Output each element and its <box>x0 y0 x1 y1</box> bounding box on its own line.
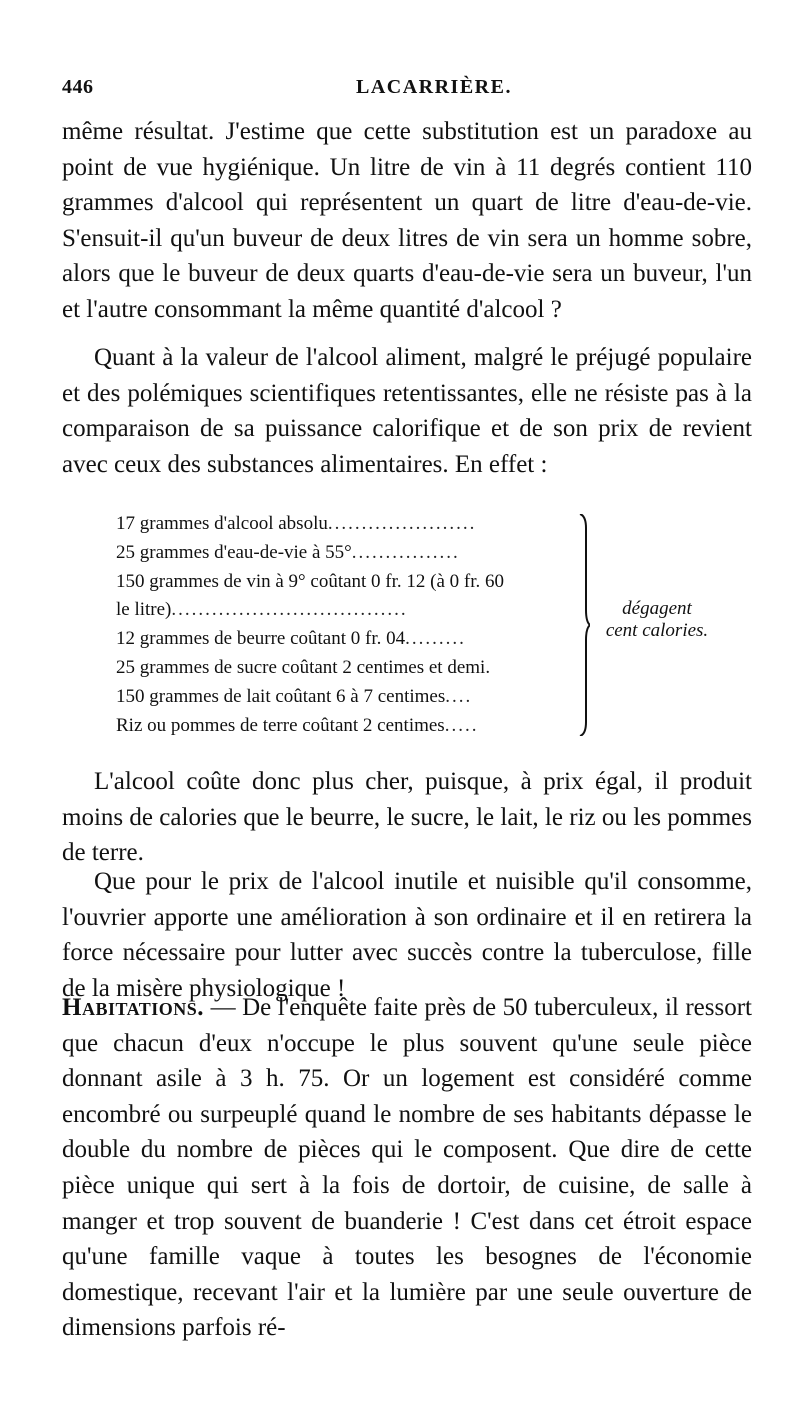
table-row <box>116 625 596 654</box>
row-leader: ................ <box>351 541 460 563</box>
row-text: 150 grammes de lait coûtant 6 à 7 centimes <box>116 685 446 707</box>
brace-label-line-2: cent calories. <box>605 620 709 641</box>
page-number: 446 <box>62 76 94 98</box>
paragraph-1: même résultat. J'estime que cette substitution est un paradoxe au point de vue hygiénique. Un litre de vin à 11 degrés contient 110 grammes d'alcool qui représentent un quart de litre d'eau-de-vie. S'ensuit-il qu'un buveur de deux litres de vin sera un homme sobre, alors que le buveur de deux quarts d'eau-de-vie sera un buveur, l'un et l'autre consommant la même quantité d'alcool ? <box>62 118 752 323</box>
row-leader: ..... <box>444 714 479 736</box>
food-calorie-table <box>116 510 596 740</box>
paragraph-2: Quant à la valeur de l'alcool aliment, malgré le préjugé populaire et des polémiques scientifiques retentissantes, elle ne résiste pas à la comparaison de sa puissance calorifique et de son prix de revient avec ceux des substances alimentaires. En effet : <box>62 344 752 478</box>
running-head <box>62 76 742 100</box>
heading-dash: — <box>204 994 243 1021</box>
table-row <box>116 712 596 741</box>
running-title: LACARRIÈRE. <box>356 76 512 98</box>
paragraph-4: Que pour le prix de l'alcool inutile et nuisible qu'il consomme, l'ouvrier apporte une amélioration à son ordinaire et il en retirera la force nécessaire pour lutter avec succès contre la tuberculose, fille de la misère physiologique ! <box>62 868 752 1002</box>
row-text: 25 grammes de sucre coûtant 2 centimes et demi. <box>116 656 491 678</box>
paragraph-5 <box>62 990 752 1346</box>
row-leader: ................................... <box>171 599 408 621</box>
table-row <box>116 683 596 712</box>
paragraph-3: L'alcool coûte donc plus cher, puisque, à prix égal, il produit moins de calories que le beurre, le sucre, le lait, le riz ou les pommes de terre. <box>62 768 752 867</box>
row-leader: ......... <box>405 628 466 650</box>
section-heading: Habitations. <box>62 994 205 1021</box>
table-row <box>116 654 596 683</box>
row-text: Riz ou pommes de terre coûtant 2 centimes <box>116 714 445 736</box>
table-row <box>116 510 596 539</box>
row-text: 17 grammes d'alcool absolu <box>116 513 328 534</box>
table-row <box>116 568 596 597</box>
row-text: le litre) <box>116 599 172 621</box>
brace-label <box>592 598 722 642</box>
table-row <box>116 596 596 625</box>
table-row <box>116 539 596 568</box>
row-leader: .... <box>445 685 473 707</box>
curly-brace <box>578 514 590 736</box>
row-text: 12 grammes de beurre coûtant 0 fr. 04 <box>116 628 406 650</box>
row-leader: ...................... <box>327 513 477 534</box>
paragraph-5-body: De l'enquête faite près de 50 tuberculeux, il ressort que chacun d'eux n'occupe le plus souvent qu'une seule pièce donnant asile à 3 h. 75. Or un logement est considéré comme encombré ou surpeuplé quand le nombre de ses habitants dépasse le double du nombre de pièces qui le composent. Que dire de cette pièce unique qui sert à la fois de dortoir, de cuisine, de salle à manger et trop souvent de buanderie ! C'est dans cet étroit espace qu'une famille vaque à toutes les besognes de l'économie domestique, recevant l'air et la lumière par une seule ouverture de dimensions parfois ré- <box>62 994 752 1342</box>
row-text: 150 grammes de vin à 9° coûtant 0 fr. 12 (à 0 fr. 60 <box>116 570 505 592</box>
row-text: 25 grammes d'eau-de-vie à 55° <box>116 541 352 563</box>
brace-label-line-1: dégagent <box>622 598 692 619</box>
